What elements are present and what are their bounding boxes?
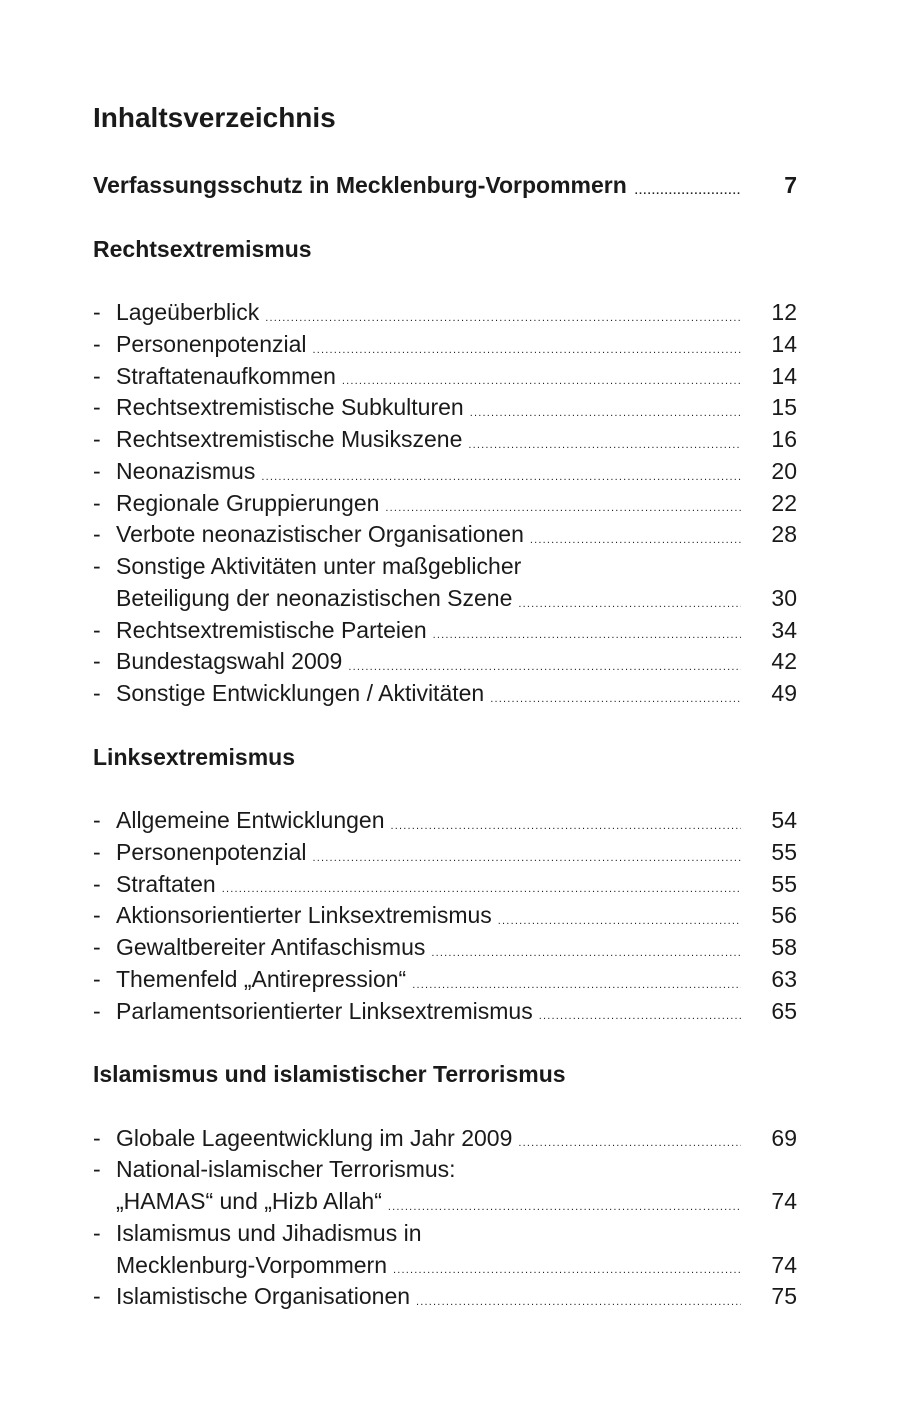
entry-title: Beteiligung der neonazistischen Szene [116, 584, 513, 611]
entry-page: 75 [771, 1283, 797, 1310]
entry-title: Personenpotenzial [116, 330, 307, 357]
entry-page: 69 [771, 1124, 797, 1151]
entry-title: „HAMAS“ und „Hizb Allah“ [116, 1188, 382, 1214]
dash-bullet: - [93, 489, 101, 516]
entry-title: Straftaten [116, 870, 216, 897]
entry-page: 49 [771, 680, 797, 706]
entry-page: 15 [771, 394, 797, 421]
entry-title: Themenfeld „Antirepression“ [116, 965, 407, 992]
dash-bullet: - [93, 616, 101, 643]
entry-title: Allgemeine Entwicklungen [116, 807, 385, 833]
entry-title: Bundestagswahl 2009 [116, 648, 343, 675]
toc-entry [93, 424, 797, 456]
entry-page: 30 [771, 584, 797, 611]
dash-bullet: - [93, 1219, 101, 1246]
leader-dots [518, 593, 741, 615]
toc-entry [93, 996, 797, 1028]
entry-title: Rechtsextremistische Parteien [116, 616, 427, 643]
entry-title: Rechtsextremistische Subkulturen [116, 394, 464, 421]
dash-bullet: - [93, 870, 101, 897]
entry-page: 74 [771, 1188, 797, 1214]
leader-dots [342, 370, 741, 392]
toc-entry [93, 964, 797, 996]
toc-entry [93, 456, 797, 488]
dash-bullet: - [93, 1283, 101, 1310]
leader-dots [530, 529, 741, 551]
dash-bullet: - [93, 521, 101, 548]
dash-bullet: - [93, 1124, 101, 1151]
leader-dots [539, 1005, 741, 1027]
entry-title: Neonazismus [116, 457, 256, 484]
entry-page: 12 [771, 299, 797, 325]
entry-title: Personenpotenzial [116, 838, 307, 865]
entry-page: 54 [771, 807, 797, 833]
toc-entry-intro [93, 170, 797, 202]
entry-title: Lageüberblick [116, 299, 260, 325]
dash-bullet: - [93, 965, 101, 992]
dash-bullet: - [93, 838, 101, 865]
leader-dots [348, 656, 741, 678]
entry-page: 20 [771, 457, 797, 484]
entry-page: 55 [771, 870, 797, 897]
leader-dots [412, 974, 741, 996]
dash-bullet: - [93, 457, 101, 484]
spacer [93, 202, 797, 234]
leader-dots [313, 847, 741, 869]
spacer [93, 710, 797, 742]
spacer [93, 265, 797, 297]
leader-dots [385, 497, 741, 519]
entry-title: Verfassungsschutz in Mecklenburg-Vorpommern [93, 172, 627, 198]
leader-dots [265, 307, 741, 329]
dash-bullet: - [93, 553, 101, 579]
page-title: Inhaltsverzeichnis [93, 102, 336, 133]
toc-entry [93, 615, 797, 647]
leader-dots [498, 910, 741, 932]
leader-dots [261, 466, 741, 488]
section-heading: Linksextremismus [93, 743, 295, 770]
dash-bullet: - [93, 362, 101, 389]
entry-page: 14 [771, 362, 797, 389]
entry-page: 7 [784, 172, 797, 198]
toc-entry [93, 519, 797, 551]
entry-title: Verbote neonazistischer Organisationen [116, 521, 524, 548]
leader-dots [433, 624, 741, 646]
table-of-contents [93, 170, 797, 1313]
dash-bullet: - [93, 1156, 101, 1183]
toc-entry [93, 837, 797, 869]
entry-title: Islamistische Organisationen [116, 1283, 411, 1310]
entry-page: 16 [771, 426, 797, 452]
section-heading: Islamismus und islamistischer Terrorismus [93, 1061, 566, 1087]
dash-bullet: - [93, 680, 101, 706]
entry-page: 63 [771, 965, 797, 992]
dash-bullet: - [93, 394, 101, 421]
entry-title: National-islamischer Terrorismus: [116, 1156, 456, 1183]
leader-dots [635, 180, 741, 202]
entry-page: 65 [771, 997, 797, 1024]
toc-entry [93, 869, 797, 901]
toc-entry [93, 900, 797, 932]
entry-title: Rechtsextremistische Musikszene [116, 426, 463, 452]
leader-dots [313, 339, 741, 361]
dash-bullet: - [93, 648, 101, 675]
toc-entry [93, 1250, 797, 1282]
entry-page: 14 [771, 330, 797, 357]
spacer [93, 1091, 797, 1123]
leader-dots [470, 402, 741, 424]
entry-page: 74 [771, 1251, 797, 1278]
dash-bullet: - [93, 997, 101, 1024]
entry-page: 55 [771, 838, 797, 865]
leader-dots [490, 688, 741, 710]
entry-title: Sonstige Entwicklungen / Aktivitäten [116, 680, 485, 706]
toc-entry [93, 805, 797, 837]
entry-title: Globale Lageentwicklung im Jahr 2009 [116, 1124, 513, 1151]
toc-entry [93, 361, 797, 393]
dash-bullet: - [93, 426, 101, 452]
entry-title: Aktionsorientierter Linksextremismus [116, 902, 492, 929]
toc-entry [93, 932, 797, 964]
toc-entry [93, 329, 797, 361]
toc-entry [93, 297, 797, 329]
entry-page: 22 [771, 489, 797, 516]
dash-bullet: - [93, 807, 101, 833]
leader-dots [468, 434, 741, 456]
leader-dots [393, 1259, 741, 1281]
entry-title: Sonstige Aktivitäten unter maßgeblicher [116, 553, 522, 579]
toc-entry [93, 583, 797, 615]
toc-entry [93, 1186, 797, 1218]
entry-title: Gewaltbereiter Antifaschismus [116, 934, 426, 960]
spacer [93, 1027, 797, 1059]
dash-bullet: - [93, 299, 101, 325]
toc-entry [93, 551, 797, 583]
dash-bullet: - [93, 330, 101, 357]
toc-entry [93, 488, 797, 520]
entry-title: Straftatenaufkommen [116, 362, 336, 389]
toc-entry [93, 392, 797, 424]
entry-title: Islamismus und Jihadismus in [116, 1219, 422, 1246]
entry-title: Parlamentsorientierter Linksextremismus [116, 997, 533, 1024]
toc-entry [93, 1154, 797, 1186]
toc-entry [93, 646, 797, 678]
entry-page: 58 [771, 934, 797, 960]
dash-bullet: - [93, 902, 101, 929]
leader-dots [518, 1132, 741, 1154]
toc-entry [93, 1123, 797, 1155]
section-heading: Rechtsextremismus [93, 235, 312, 262]
leader-dots [431, 942, 741, 964]
entry-page: 34 [771, 616, 797, 643]
leader-dots [416, 1291, 741, 1313]
toc-entry [93, 678, 797, 710]
leader-dots [391, 815, 742, 837]
entry-title: Mecklenburg-Vorpommern [116, 1251, 388, 1278]
leader-dots [388, 1196, 741, 1218]
entry-page: 42 [771, 648, 797, 675]
spacer [93, 773, 797, 805]
toc-entry [93, 1218, 797, 1250]
entry-page: 28 [771, 521, 797, 548]
toc-entry [93, 1281, 797, 1313]
dash-bullet: - [93, 934, 101, 960]
leader-dots [222, 878, 741, 900]
entry-page: 56 [771, 902, 797, 929]
entry-title: Regionale Gruppierungen [116, 489, 380, 516]
